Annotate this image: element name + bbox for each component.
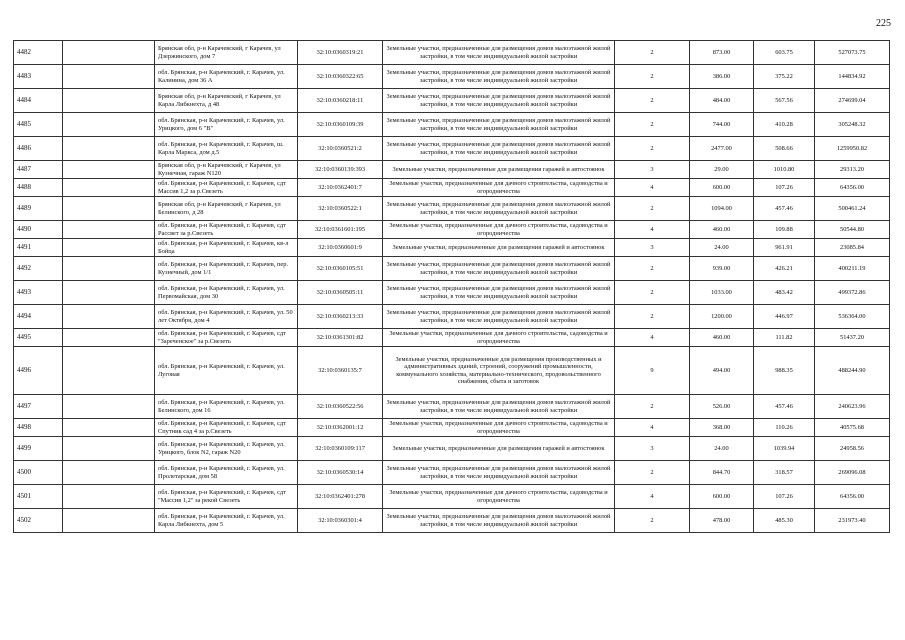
cadastral-number-cell: 32:10:0360213:33 [298,305,383,329]
cadastral-value-cell: 40575.68 [815,419,890,437]
cadastral-value-cell: 50544.80 [815,221,890,239]
cadastral-number-cell: 32:10:0360505:11 [298,281,383,305]
cadastral-value-cell: 500461.24 [815,197,890,221]
blank-cell [63,137,155,161]
area-cell: 873.00 [690,41,754,65]
cadastral-number-cell: 32:10:0362001:12 [298,419,383,437]
specific-value-cell: 107.26 [754,179,815,197]
specific-value-cell: 457.46 [754,197,815,221]
address-cell: обл. Брянская, р-н Карачевский, г. Карачев, ул. Первомайская, дом 30 [155,281,298,305]
address-cell: Брянская обл, р-н Карачевский, г Карачев, ул Кузнечная, гараж N120 [155,161,298,179]
category-cell: 4 [615,419,690,437]
blank-cell [63,347,155,395]
row-number-cell: 4488 [14,179,63,197]
category-cell: 2 [615,137,690,161]
address-cell: обл. Брянская, р-н Карачевский, г. Карачев, кв-л Бойца [155,239,298,257]
table-row [14,347,890,395]
category-cell: 2 [615,65,690,89]
table-row [14,89,890,113]
category-cell: 3 [615,239,690,257]
blank-cell [63,461,155,485]
table-row [14,161,890,179]
area-cell: 1094.00 [690,197,754,221]
specific-value-cell: 483.42 [754,281,815,305]
land-use-cell: Земельные участки, предназначенные для размещения производственных и административных зданий, строений, сооружений промышленности, коммунального хозяйства, материально-технического, продовольственного снабжения, сбыта и заготовок [383,347,615,395]
area-cell: 368.00 [690,419,754,437]
category-cell: 9 [615,347,690,395]
area-cell: 460.00 [690,329,754,347]
address-cell: обл. Брянская, р-н Карачевский, г. Карачев, ш. Карла Маркса, дом д.5 [155,137,298,161]
cadastral-value-cell: 144834.92 [815,65,890,89]
land-use-cell: Земельные участки, предназначенные для размещения домов малоэтажной жилой застройки, в том числе индивидуальной жилой застройки [383,257,615,281]
row-number-cell: 4489 [14,197,63,221]
row-number-cell: 4483 [14,65,63,89]
land-use-cell: Земельные участки, предназначенные для дачного строительства, садоводства и огородничества [383,485,615,509]
cadastral-number-cell: 32:10:0360105:51 [298,257,383,281]
cadastral-number-cell: 32:10:0360218:11 [298,89,383,113]
row-number-cell: 4494 [14,305,63,329]
category-cell: 4 [615,179,690,197]
blank-cell [63,419,155,437]
table-row [14,395,890,419]
category-cell: 3 [615,161,690,179]
table-row [14,329,890,347]
blank-cell [63,509,155,533]
cadastral-value-cell: 231973.40 [815,509,890,533]
page-number: 225 [876,18,891,29]
category-cell: 2 [615,41,690,65]
area-cell: 484.00 [690,89,754,113]
land-use-cell: Земельные участки, предназначенные для размещения гаражей и автостоянок [383,437,615,461]
area-cell: 600.00 [690,485,754,509]
cadastral-value-cell: 24958.56 [815,437,890,461]
land-use-cell: Земельные участки, предназначенные для размещения домов малоэтажной жилой застройки, в том числе индивидуальной жилой застройки [383,65,615,89]
specific-value-cell: 485.30 [754,509,815,533]
specific-value-cell: 1010.80 [754,161,815,179]
category-cell: 2 [615,89,690,113]
cadastral-value-cell: 400211.19 [815,257,890,281]
cadastral-value-cell: 23085.84 [815,239,890,257]
cadastral-number-cell: 32:10:0362401:7 [298,179,383,197]
specific-value-cell: 111.82 [754,329,815,347]
category-cell: 4 [615,485,690,509]
blank-cell [63,113,155,137]
category-cell: 2 [615,257,690,281]
cadastral-value-cell: 274699.04 [815,89,890,113]
specific-value-cell: 426.21 [754,257,815,281]
area-cell: 844.70 [690,461,754,485]
cadastral-number-cell: 32:10:0360522:1 [298,197,383,221]
category-cell: 2 [615,281,690,305]
land-use-cell: Земельные участки, предназначенные для дачного строительства, садоводства и огородничества [383,329,615,347]
cadastral-value-cell: 499372.86 [815,281,890,305]
cadastral-number-cell: 32:10:0360301:4 [298,509,383,533]
blank-cell [63,437,155,461]
cadastral-value-cell: 1259950.82 [815,137,890,161]
specific-value-cell: 961.91 [754,239,815,257]
cadastral-number-cell: 32:10:0360322:65 [298,65,383,89]
table-row [14,239,890,257]
blank-cell [63,179,155,197]
table-row [14,281,890,305]
specific-value-cell: 410.28 [754,113,815,137]
table-row [14,221,890,239]
specific-value-cell: 988.35 [754,347,815,395]
land-use-cell: Земельные участки, предназначенные для размещения домов малоэтажной жилой застройки, в том числе индивидуальной жилой застройки [383,137,615,161]
land-plots-table [13,40,890,533]
address-cell: обл. Брянская, р-н Карачевский, г. Карачев, сдт Рассвет за р.Свезеть [155,221,298,239]
land-use-cell: Земельные участки, предназначенные для дачного строительства, садоводства и огородничества [383,419,615,437]
row-number-cell: 4495 [14,329,63,347]
land-use-cell: Земельные участки, предназначенные для размещения домов малоэтажной жилой застройки, в том числе индивидуальной жилой застройки [383,305,615,329]
category-cell: 4 [615,329,690,347]
address-cell: Брянская обл, р-н Карачевский, г Карачев, ул Карла Либкнехта, д 48 [155,89,298,113]
cadastral-number-cell: 32:10:0360109:117 [298,437,383,461]
land-use-cell: Земельные участки, предназначенные для размещения гаражей и автостоянок [383,161,615,179]
row-number-cell: 4492 [14,257,63,281]
table-row [14,257,890,281]
area-cell: 494.00 [690,347,754,395]
blank-cell [63,221,155,239]
specific-value-cell: 567.56 [754,89,815,113]
address-cell: обл. Брянская, р-н Карачевский, г. Карачев, ул. Пролетарская, дом 58 [155,461,298,485]
area-cell: 386.00 [690,65,754,89]
cadastral-number-cell: 32:10:0360139:393 [298,161,383,179]
cadastral-number-cell: 32:10:0361601:195 [298,221,383,239]
category-cell: 2 [615,395,690,419]
category-cell: 2 [615,509,690,533]
blank-cell [63,239,155,257]
row-number-cell: 4502 [14,509,63,533]
specific-value-cell: 457.46 [754,395,815,419]
cadastral-value-cell: 536364.00 [815,305,890,329]
row-number-cell: 4496 [14,347,63,395]
row-number-cell: 4498 [14,419,63,437]
specific-value-cell: 446.97 [754,305,815,329]
table-body [14,41,890,533]
specific-value-cell: 603.75 [754,41,815,65]
row-number-cell: 4484 [14,89,63,113]
land-use-cell: Земельные участки, предназначенные для размещения гаражей и автостоянок [383,239,615,257]
cadastral-number-cell: 32:10:0360522:56 [298,395,383,419]
cadastral-number-cell: 32:10:0360601:9 [298,239,383,257]
land-use-cell: Земельные участки, предназначенные для размещения домов малоэтажной жилой застройки, в том числе индивидуальной жилой застройки [383,41,615,65]
row-number-cell: 4486 [14,137,63,161]
row-number-cell: 4485 [14,113,63,137]
category-cell: 4 [615,221,690,239]
blank-cell [63,161,155,179]
address-cell: обл. Брянская, р-н Карачевский, г. Карачев, ул. Урицкого, дом 6 "В" [155,113,298,137]
land-use-cell: Земельные участки, предназначенные для размещения домов малоэтажной жилой застройки, в том числе индивидуальной жилой застройки [383,395,615,419]
cadastral-number-cell: 32:10:0360530:14 [298,461,383,485]
table-row [14,509,890,533]
address-cell: Брянская обл, р-н Карачевский, г Карачев, ул Белинского, д 28 [155,197,298,221]
table-row [14,113,890,137]
land-use-cell: Земельные участки, предназначенные для размещения домов малоэтажной жилой застройки, в том числе индивидуальной жилой застройки [383,113,615,137]
table-row [14,437,890,461]
address-cell: обл. Брянская, р-н Карачевский, г. Карачев, сдт "Зареченское" за р.Свезеть [155,329,298,347]
category-cell: 2 [615,197,690,221]
row-number-cell: 4482 [14,41,63,65]
specific-value-cell: 107.26 [754,485,815,509]
blank-cell [63,329,155,347]
specific-value-cell: 375.22 [754,65,815,89]
land-use-cell: Земельные участки, предназначенные для размещения домов малоэтажной жилой застройки, в том числе индивидуальной жилой застройки [383,281,615,305]
cadastral-number-cell: 32:10:0360135:7 [298,347,383,395]
blank-cell [63,395,155,419]
land-use-cell: Земельные участки, предназначенные для размещения домов малоэтажной жилой застройки, в том числе индивидуальной жилой застройки [383,461,615,485]
row-number-cell: 4491 [14,239,63,257]
address-cell: обл. Брянская, р-н Карачевский, г. Карачев, ул. Белинского, дом 16 [155,395,298,419]
category-cell: 2 [615,305,690,329]
blank-cell [63,89,155,113]
blank-cell [63,485,155,509]
table-row [14,305,890,329]
table-row [14,137,890,161]
address-cell: обл. Брянская, р-н Карачевский, г. Карачев, ул. Урицкого, блок N2, гараж N20 [155,437,298,461]
table-row [14,41,890,65]
area-cell: 526.00 [690,395,754,419]
cadastral-number-cell: 32:10:0360521:2 [298,137,383,161]
row-number-cell: 4487 [14,161,63,179]
table-row [14,485,890,509]
land-use-cell: Земельные участки, предназначенные для размещения домов малоэтажной жилой застройки, в том числе индивидуальной жилой застройки [383,197,615,221]
address-cell: Брянская обл, р-н Карачевский, г Карачев, ул Дзержинского, дом 7 [155,41,298,65]
area-cell: 478.00 [690,509,754,533]
address-cell: обл. Брянская, р-н Карачевский, г. Карачев, ул. 50 лет Октября, дом 4 [155,305,298,329]
address-cell: обл. Брянская, р-н Карачевский, г. Карачев, ул. Карла Либкнехта, дом 5 [155,509,298,533]
blank-cell [63,305,155,329]
area-cell: 744.00 [690,113,754,137]
specific-value-cell: 318.57 [754,461,815,485]
row-number-cell: 4501 [14,485,63,509]
address-cell: обл. Брянская, р-н Карачевский, г. Карачев, сдт Спутник сад 4 за р.Свезеть [155,419,298,437]
cadastral-value-cell: 51437.20 [815,329,890,347]
cadastral-value-cell: 488244.90 [815,347,890,395]
address-cell: обл. Брянская, р-н Карачевский, г. Карачев, ул. Калинина, дом 36 А [155,65,298,89]
row-number-cell: 4500 [14,461,63,485]
cadastral-value-cell: 269096.08 [815,461,890,485]
cadastral-value-cell: 29313.20 [815,161,890,179]
land-use-cell: Земельные участки, предназначенные для размещения домов малоэтажной жилой застройки, в том числе индивидуальной жилой застройки [383,89,615,113]
blank-cell [63,65,155,89]
area-cell: 1033.00 [690,281,754,305]
blank-cell [63,257,155,281]
land-use-cell: Земельные участки, предназначенные для дачного строительства, садоводства и огородничества [383,179,615,197]
area-cell: 460.00 [690,221,754,239]
cadastral-number-cell: 32:10:0360109:39 [298,113,383,137]
area-cell: 2477.00 [690,137,754,161]
table-row [14,65,890,89]
area-cell: 29.00 [690,161,754,179]
cadastral-number-cell: 32:10:0361301:82 [298,329,383,347]
cadastral-number-cell: 32:10:0360319:21 [298,41,383,65]
specific-value-cell: 508.66 [754,137,815,161]
area-cell: 600.00 [690,179,754,197]
table-row [14,197,890,221]
land-use-cell: Земельные участки, предназначенные для размещения домов малоэтажной жилой застройки, в том числе индивидуальной жилой застройки [383,509,615,533]
row-number-cell: 4493 [14,281,63,305]
address-cell: обл. Брянская, р-н Карачевский, г. Карачев, пер. Кузнечный, дом 1/1 [155,257,298,281]
specific-value-cell: 110.26 [754,419,815,437]
area-cell: 939.00 [690,257,754,281]
cadastral-value-cell: 64356.00 [815,179,890,197]
area-cell: 24.00 [690,239,754,257]
address-cell: обл. Брянская, р-н Карачевский, г. Карачев, сдт "Массив 1,2" за рекой Свезеть [155,485,298,509]
category-cell: 2 [615,113,690,137]
address-cell: обл. Брянская, р-н Карачевский, г. Карачев, сдт Массив 1,2 за р.Свезеть [155,179,298,197]
row-number-cell: 4490 [14,221,63,239]
address-cell: обл. Брянская, р-н Карачевский, г. Карачев, ул. Луговая [155,347,298,395]
land-use-cell: Земельные участки, предназначенные для дачного строительства, садоводства и огородничества [383,221,615,239]
area-cell: 1200.00 [690,305,754,329]
blank-cell [63,197,155,221]
category-cell: 3 [615,437,690,461]
specific-value-cell: 1039.94 [754,437,815,461]
table-row [14,179,890,197]
table-row [14,461,890,485]
cadastral-number-cell: 32:10:0362401:278 [298,485,383,509]
row-number-cell: 4499 [14,437,63,461]
table-row [14,419,890,437]
specific-value-cell: 109.88 [754,221,815,239]
blank-cell [63,41,155,65]
area-cell: 24.00 [690,437,754,461]
blank-cell [63,281,155,305]
cadastral-value-cell: 64356.00 [815,485,890,509]
cadastral-value-cell: 305248.32 [815,113,890,137]
row-number-cell: 4497 [14,395,63,419]
cadastral-value-cell: 527073.75 [815,41,890,65]
category-cell: 2 [615,461,690,485]
cadastral-value-cell: 240623.96 [815,395,890,419]
